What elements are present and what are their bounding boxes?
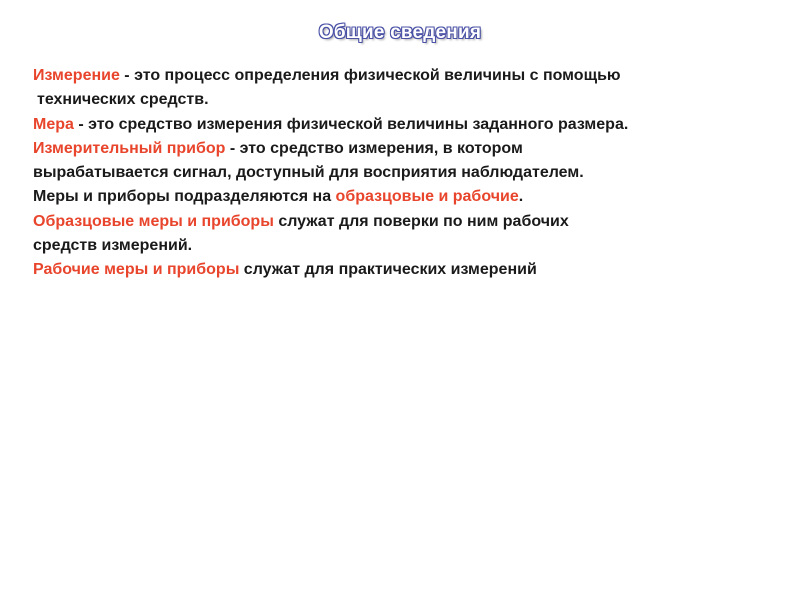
term-working-measures: Рабочие меры и приборы: [33, 261, 240, 279]
definition-reference: служат для поверки по ним рабочих: [273, 212, 569, 230]
definition-instrument: - это средство измерения, в котором: [225, 139, 523, 157]
paragraph-measurement-line2: технических средств.: [37, 91, 209, 109]
paragraph-measure: [33, 113, 783, 137]
paragraph-reference-line2: средств измерений.: [33, 237, 193, 255]
term-instrument: Измерительный прибор: [33, 139, 226, 157]
slide-title: Общие сведения: [318, 22, 482, 43]
slide-body: [33, 64, 783, 283]
classification-lead: Меры и приборы подразделяются на: [33, 188, 336, 206]
classification-tail: .: [518, 188, 524, 206]
paragraph-measurement-line1: [33, 64, 783, 88]
term-reference-measures: Образцовые меры и приборы: [33, 212, 274, 230]
term-measure: Мера: [33, 115, 74, 133]
paragraph-working: [33, 258, 783, 282]
paragraph-instrument-line1: [33, 137, 783, 161]
definition-working: служат для практических измерений: [239, 261, 537, 279]
definition-measurement: - это процесс определения физической величины с помощью: [119, 67, 621, 84]
definition-measure: - это средство измерения физической величины заданного размера.: [73, 115, 629, 133]
paragraph-classification: [33, 185, 783, 209]
paragraph-reference-line1: [33, 210, 783, 234]
term-measurement: Измерение: [33, 67, 120, 84]
term-reference-and-working: образцовые и рабочие: [335, 188, 519, 206]
paragraph-instrument-line2: вырабатывается сигнал, доступный для восприятия наблюдателем.: [33, 164, 584, 182]
